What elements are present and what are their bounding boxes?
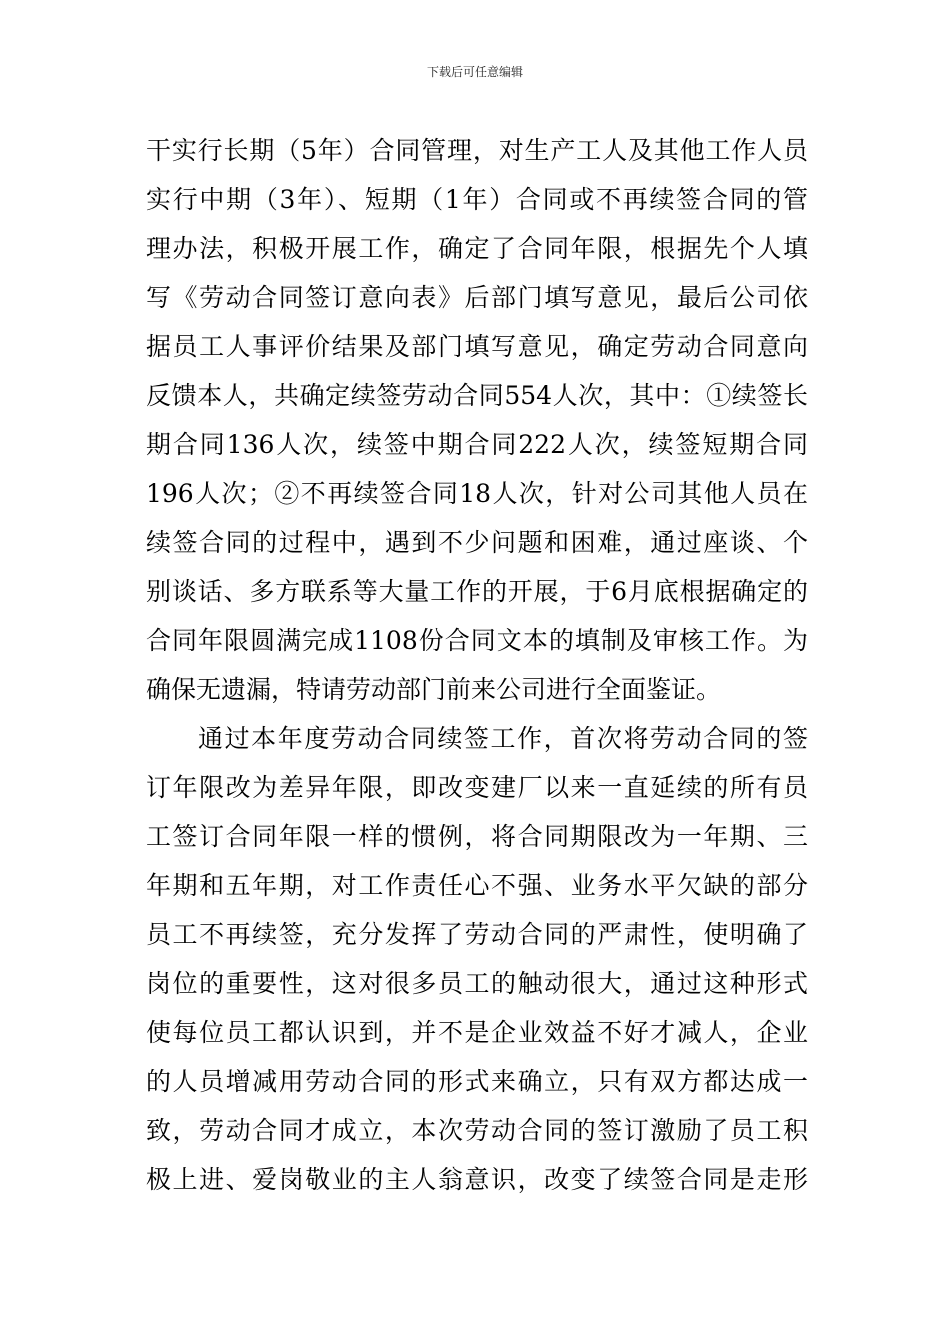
paragraph-line: 合同年限圆满完成1108份合同文本的填制及审核工作。为: [146, 626, 808, 655]
paragraph-line: 岗位的重要性，这对很多员工的触动很大，通过这种形式: [146, 969, 808, 998]
paragraph-line: 致，劳动合同才成立，本次劳动合同的签订激励了员工积: [146, 1116, 808, 1145]
paragraph-line: 员工不再续签，充分发挥了劳动合同的严肃性，使明确了: [146, 920, 808, 949]
paragraph-line: 理办法，积极开展工作，确定了合同年限，根据先个人填: [146, 234, 808, 263]
paragraph-line: 确保无遗漏，特请劳动部门前来公司进行全面鉴证。: [146, 675, 722, 704]
paragraph-line: 的人员增减用劳动合同的形式来确立，只有双方都达成一: [146, 1067, 808, 1096]
paragraph-1: [146, 126, 808, 714]
paragraph-line: 工签订合同年限一样的惯例，将合同期限改为一年期、三: [146, 822, 808, 851]
paragraph-line: 使每位员工都认识到，并不是企业效益不好才减人，企业: [146, 1018, 808, 1047]
paragraph-line: 年期和五年期，对工作责任心不强、业务水平欠缺的部分: [146, 871, 808, 900]
paragraph-2: [146, 714, 808, 1204]
paragraph-line: 期合同136人次，续签中期合同222人次，续签短期合同: [146, 430, 808, 459]
paragraph-line: 极上进、爱岗敬业的主人翁意识，改变了续签合同是走形: [146, 1165, 808, 1194]
paragraph-line: 干实行长期（5年）合同管理，对生产工人及其他工作人员: [146, 136, 808, 165]
paragraph-line: 通过本年度劳动合同续签工作，首次将劳动合同的签: [198, 724, 808, 753]
paragraph-line: 订年限改为差异年限，即改变建厂以来一直延续的所有员: [146, 773, 808, 802]
paragraph-line: 续签合同的过程中，遇到不少问题和困难，通过座谈、个: [146, 528, 808, 557]
paragraph-line: 实行中期（3年）、短期（1年）合同或不再续签合同的管: [146, 185, 808, 214]
paragraph-line: 别谈话、多方联系等大量工作的开展，于6月底根据确定的: [146, 577, 808, 606]
paragraph-line: 196人次；②不再续签合同18人次，针对公司其他人员在: [146, 479, 808, 508]
paragraph-line: 据员工人事评价结果及部门填写意见，确定劳动合同意向: [146, 332, 808, 361]
document-body: [146, 126, 808, 1204]
paragraph-line: 反馈本人，共确定续签劳动合同554人次，其中：①续签长: [146, 381, 808, 410]
page-header: 下载后可任意编辑: [426, 65, 523, 79]
paragraph-line: 写《劳动合同签订意向表》后部门填写意见，最后公司依: [146, 283, 808, 312]
